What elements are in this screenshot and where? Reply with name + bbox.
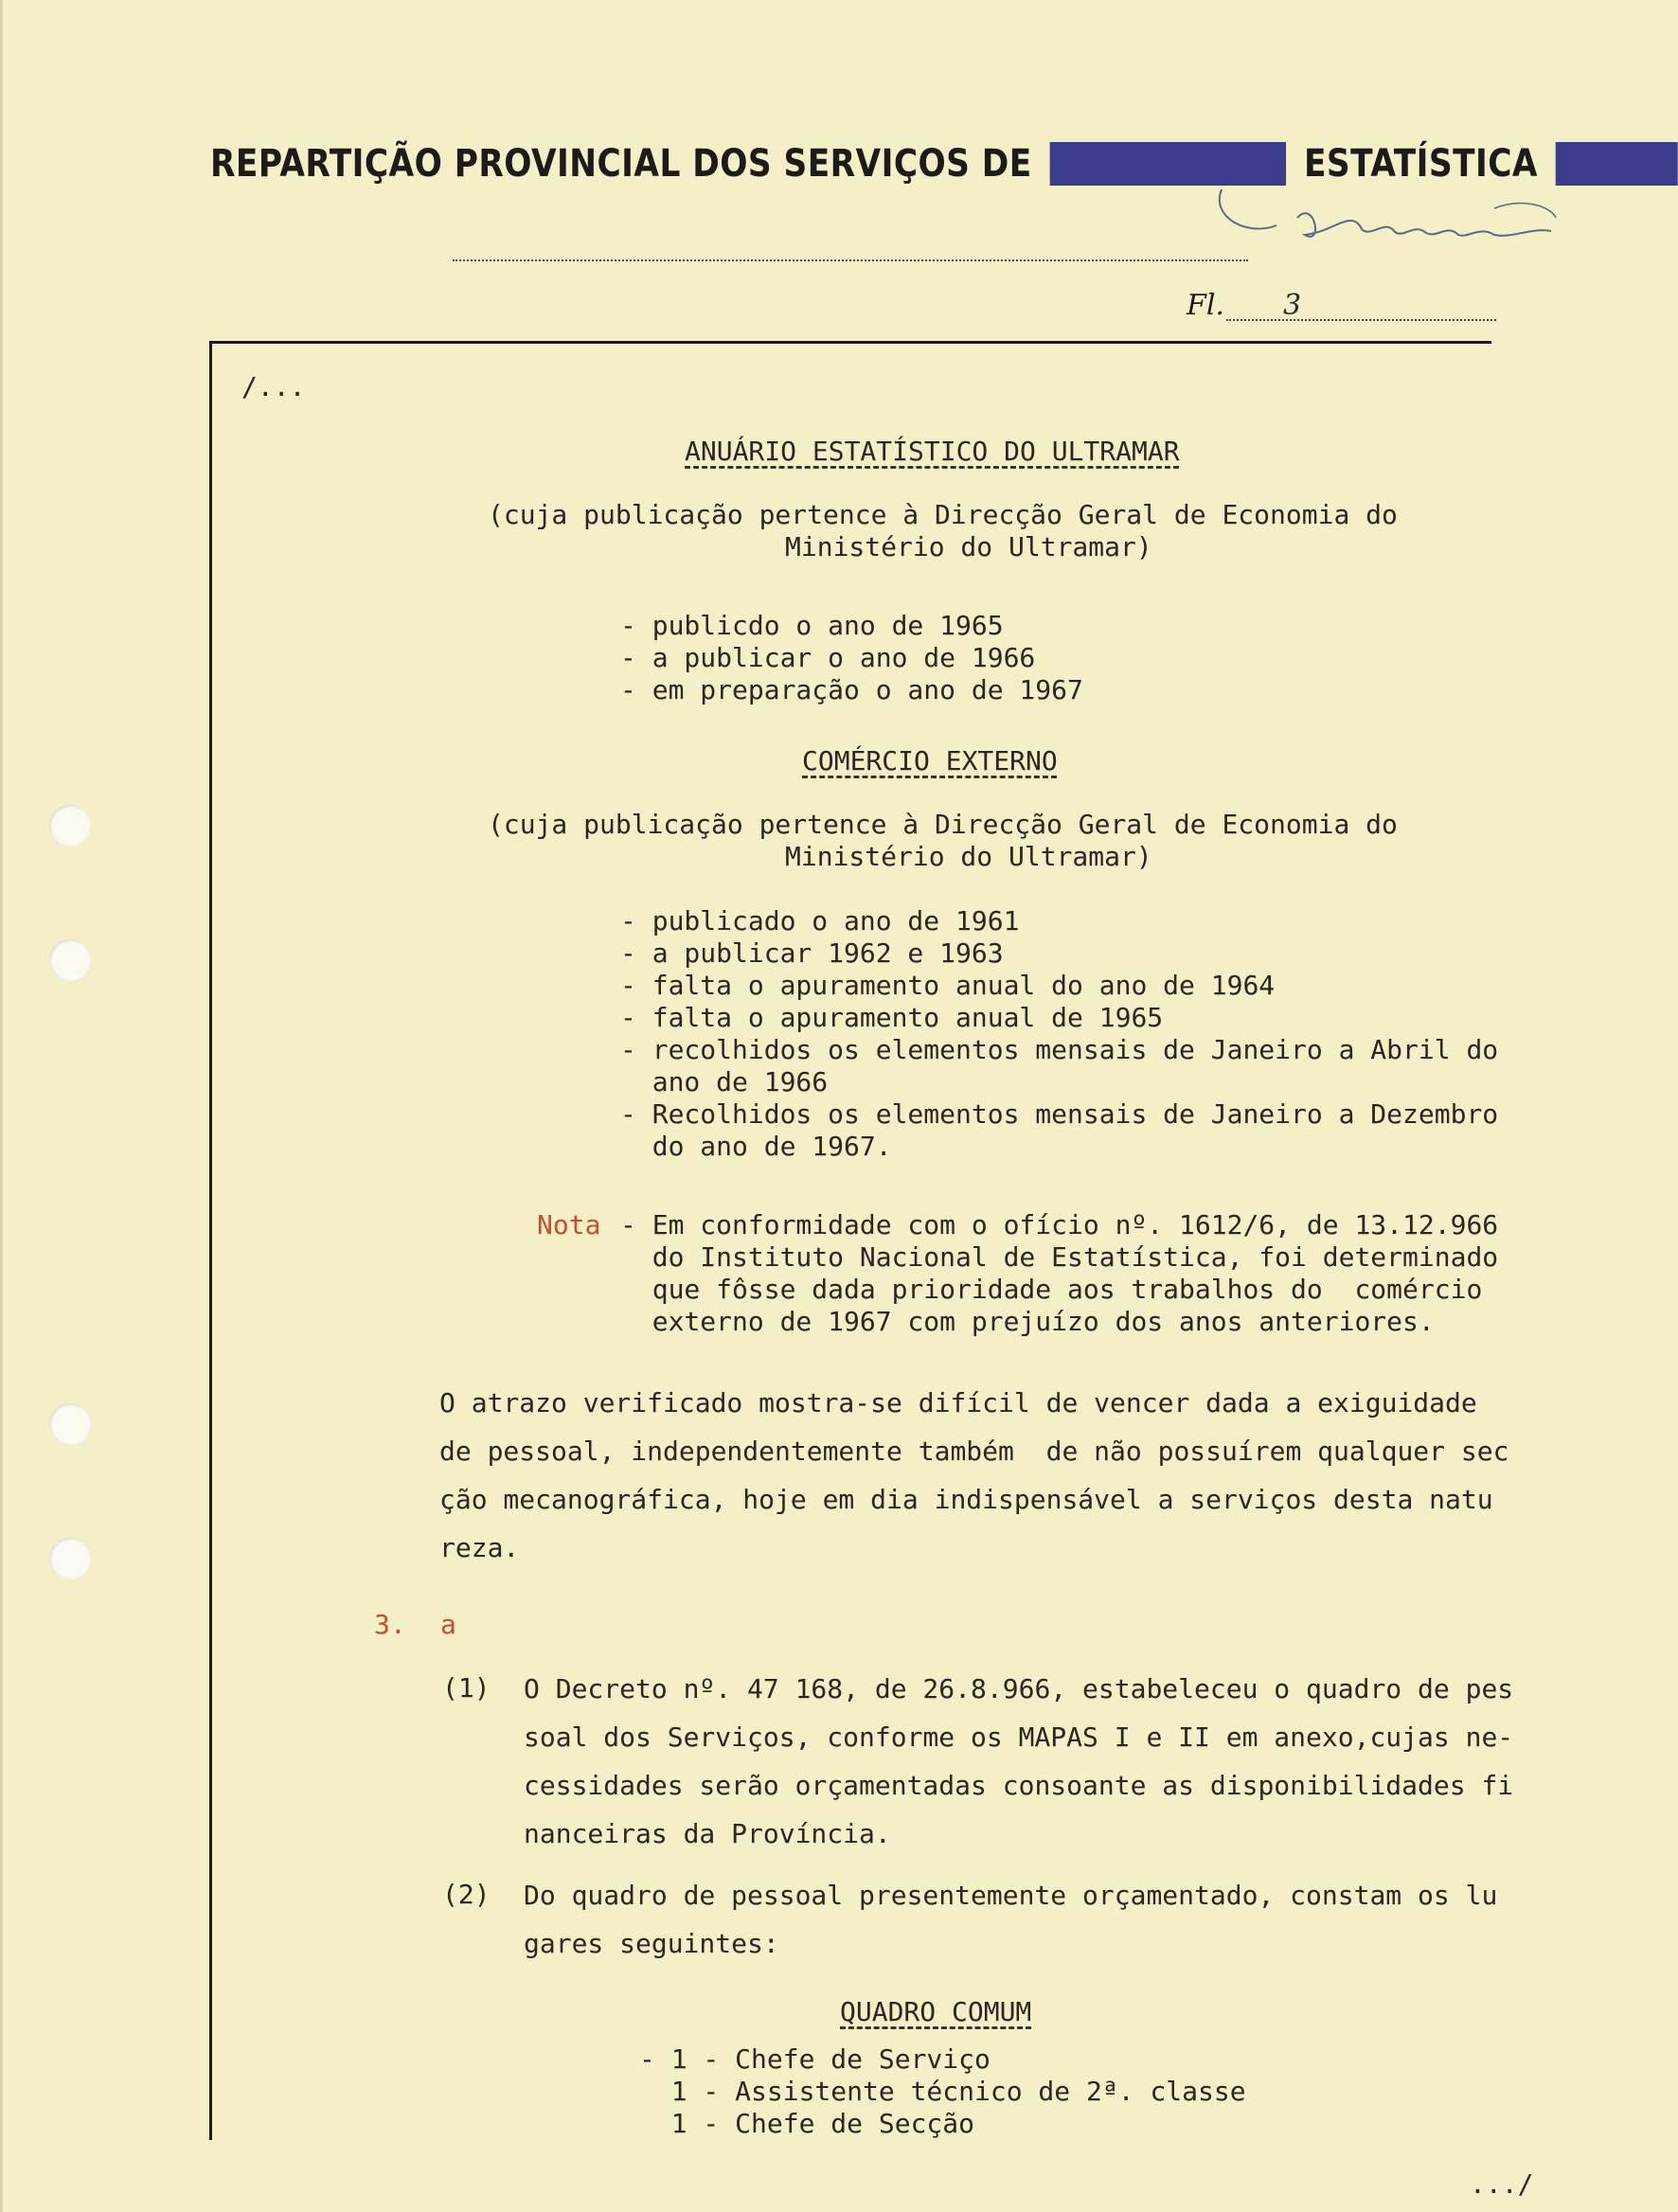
section-note-line: Ministério do Ultramar) bbox=[785, 841, 1152, 872]
item-line: O Decreto nº. 47 168, de 26.8.966, estabeleceu o quadro de pes bbox=[524, 1673, 1514, 1704]
staff-row: 1 - Assistente técnico de 2ª. classe bbox=[639, 2076, 1246, 2107]
section-title: ANUÁRIO ESTATÍSTICO DO ULTRAMAR bbox=[685, 436, 1180, 467]
section-note-line: (cuja publicação pertence à Direcção Geral de Economia do bbox=[488, 499, 1398, 530]
letterhead-struck-1: ECONOMIA E bbox=[1049, 142, 1287, 186]
staff-row: 1 - Chefe de Secção bbox=[639, 2108, 975, 2139]
point-letter: a bbox=[440, 1609, 456, 1640]
item-line: nanceiras da Província. bbox=[524, 1818, 891, 1849]
list-item: - em preparação o ano de 1967 bbox=[620, 674, 1083, 705]
body-paragraph bbox=[439, 1379, 1538, 1572]
item-line: soal dos Serviços, conforme os MAPAS I e II em anexo,cujas ne- bbox=[524, 1721, 1514, 1753]
paragraph-line: reza. bbox=[439, 1532, 520, 1563]
item-line: cessidades serão orçamentadas consoante as disponibilidades fi bbox=[524, 1770, 1514, 1801]
paragraph-line: O atrazo verificado mostra-se difícil de vencer dada a exiguidade bbox=[439, 1387, 1477, 1418]
list-item: ano de 1966 bbox=[620, 1066, 829, 1097]
letterhead bbox=[210, 142, 1678, 186]
list-item: - Recolhidos os elementos mensais de Janeiro a Dezembro bbox=[620, 1098, 1499, 1130]
list-item: - falta o apuramento anual de 1965 bbox=[620, 1002, 1164, 1033]
letterhead-text-1: REPARTIÇÃO PROVINCIAL DOS SERVIÇOS DE bbox=[210, 142, 1032, 186]
continuation-marker: .../ bbox=[1470, 2168, 1534, 2200]
nota-line: que fôsse dada prioridade aos trabalhos do comércio bbox=[620, 1274, 1483, 1305]
item-label: (1) bbox=[442, 1672, 491, 1704]
nota-line: - Em conformidade com o ofício nº. 1612/6, de 13.12.966 bbox=[620, 1209, 1499, 1240]
list-item: - a publicar 1962 e 1963 bbox=[620, 937, 1004, 969]
item-line: gares seguintes: bbox=[524, 1928, 779, 1959]
item-paragraph bbox=[524, 1665, 1542, 1858]
list-item: do ano de 1967. bbox=[620, 1131, 892, 1162]
list-item: - publicdo o ano de 1965 bbox=[620, 610, 1004, 641]
list-item: - a publicar o ano de 1966 bbox=[620, 642, 1036, 673]
item-paragraph bbox=[524, 1871, 1542, 1968]
list-item: - publicado o ano de 1961 bbox=[620, 905, 1020, 937]
section-note-line: Ministério do Ultramar) bbox=[785, 531, 1152, 562]
paragraph-line: de pessoal, independentemente também de não possuírem qualquer sec bbox=[439, 1436, 1509, 1467]
margin-rule bbox=[209, 341, 212, 2140]
folio-dotted-line bbox=[1226, 319, 1496, 321]
section-title: COMÉRCIO EXTERNO bbox=[802, 745, 1058, 776]
table-title: QUADRO COMUM bbox=[840, 1996, 1032, 2027]
page-edge bbox=[0, 0, 3, 2212]
list-item: - falta o apuramento anual do ano de 1964 bbox=[620, 970, 1276, 1001]
section-note-line: (cuja publicação pertence à Direcção Geral de Economia do bbox=[488, 809, 1398, 840]
folio-label: Fl. bbox=[1187, 289, 1224, 322]
punch-hole bbox=[49, 1403, 91, 1445]
folio-number: 3 bbox=[1283, 289, 1302, 322]
staff-row: - 1 - Chefe de Serviço bbox=[639, 2043, 991, 2075]
nota-line: externo de 1967 com prejuízo dos anos anteriores. bbox=[620, 1306, 1435, 1337]
paragraph-line: ção mecanográfica, hoje em dia indispensável a serviços desta natu bbox=[439, 1484, 1493, 1515]
letterhead-dotted-line bbox=[453, 259, 1248, 261]
top-rule bbox=[210, 341, 1491, 344]
letterhead-struck-2: GERAL bbox=[1555, 142, 1678, 186]
point-number: 3. bbox=[374, 1609, 406, 1640]
continuation-marker: /... bbox=[241, 371, 306, 402]
signature bbox=[1210, 180, 1561, 265]
punch-hole bbox=[49, 1538, 91, 1579]
letterhead-text-2: ESTATÍSTICA bbox=[1303, 142, 1538, 186]
list-item: - recolhidos os elementos mensais de Janeiro a Abril do bbox=[620, 1034, 1499, 1065]
nota-line: do Instituto Nacional de Estatística, foi determinado bbox=[620, 1241, 1499, 1273]
punch-hole bbox=[49, 939, 91, 981]
item-label: (2) bbox=[442, 1879, 491, 1910]
nota-label: Nota bbox=[537, 1209, 601, 1240]
punch-hole bbox=[49, 805, 91, 847]
item-line: Do quadro de pessoal presentemente orçamentado, constam os lu bbox=[524, 1880, 1498, 1911]
